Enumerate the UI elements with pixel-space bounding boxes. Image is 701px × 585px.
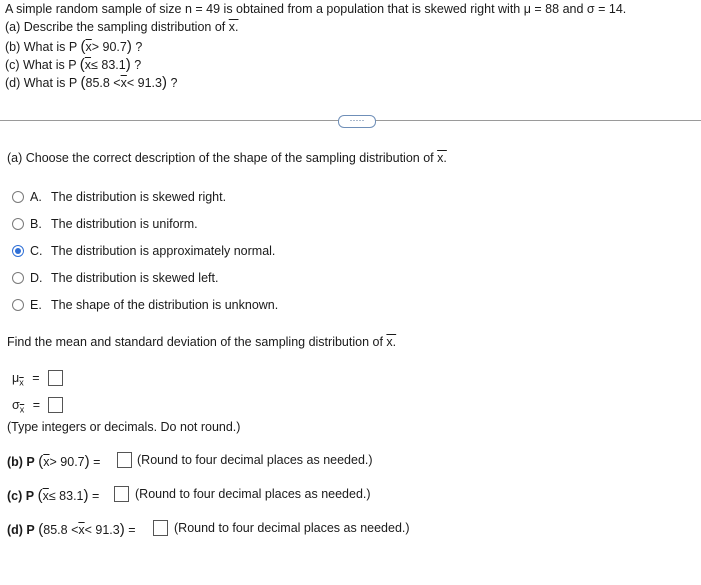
answer-d-input[interactable] xyxy=(153,520,168,536)
mu-x-input[interactable] xyxy=(48,370,63,386)
option-d-radio[interactable] xyxy=(12,272,24,284)
option-c-text[interactable]: The distribution is approximately normal. xyxy=(51,244,276,258)
answer-c-label: (c) P $(\overline{x}\le 83.1)$ = xyxy=(7,487,100,504)
option-d-text[interactable]: The distribution is skewed left. xyxy=(51,271,219,285)
expand-button[interactable]: ····· xyxy=(338,115,376,128)
question-a-prompt: (a) Choose the correct description of the shape of the sampling distribution of x. xyxy=(7,151,447,165)
problem-part-c: (c) What is P $(\overline{x}\le 83.1)$ ? xyxy=(5,56,142,73)
problem-part-b: (b) What is P $(\overline{x}> 90.7)$ ? xyxy=(5,38,143,55)
answer-c-input[interactable] xyxy=(114,486,129,502)
option-b-text[interactable]: The distribution is uniform. xyxy=(51,217,198,231)
option-d-letter: D. xyxy=(30,271,43,285)
sigma-x-input[interactable] xyxy=(48,397,63,413)
mean-sd-prompt: Find the mean and standard deviation of the sampling distribution of x. xyxy=(7,335,397,349)
problem-intro: A simple random sample of size n = 49 is obtained from a population that is skewed right with μ = 88 and σ = 14. xyxy=(5,2,627,16)
option-c-radio[interactable] xyxy=(12,245,24,257)
answer-b-hint: (Round to four decimal places as needed.) xyxy=(137,453,373,467)
option-e-radio[interactable] xyxy=(12,299,24,311)
option-e-letter: E. xyxy=(30,298,42,312)
answer-b-label: (b) P $(\overline{x}> 90.7)$ = xyxy=(7,453,101,470)
option-e-text[interactable]: The shape of the distribution is unknown. xyxy=(51,298,279,312)
option-a-text[interactable]: The distribution is skewed right. xyxy=(51,190,227,204)
answer-d-label: (d) P $(85.8 <\overline{x}< 91.3)$ = xyxy=(7,521,136,538)
answer-b-input[interactable] xyxy=(117,452,132,468)
option-a-radio[interactable] xyxy=(12,191,24,203)
sigma-x-label: $\sigma_{\overline{x}}$ = xyxy=(12,398,41,415)
mu-x-label: $\mu_{\overline{x}}$ = xyxy=(12,371,40,388)
option-b-radio[interactable] xyxy=(12,218,24,230)
option-a-letter: A. xyxy=(30,190,42,204)
type-hint: (Type integers or decimals. Do not round.) xyxy=(7,420,241,434)
answer-c-hint: (Round to four decimal places as needed.) xyxy=(135,487,371,501)
problem-part-a: (a) Describe the sampling distribution of x. xyxy=(5,20,239,34)
problem-part-d: (d) What is P $(85.8 <\overline{x}< 91.3)$ ? xyxy=(5,74,178,91)
answer-d-hint: (Round to four decimal places as needed.) xyxy=(174,521,410,535)
option-b-letter: B. xyxy=(30,217,42,231)
option-c-letter: C. xyxy=(30,244,43,258)
